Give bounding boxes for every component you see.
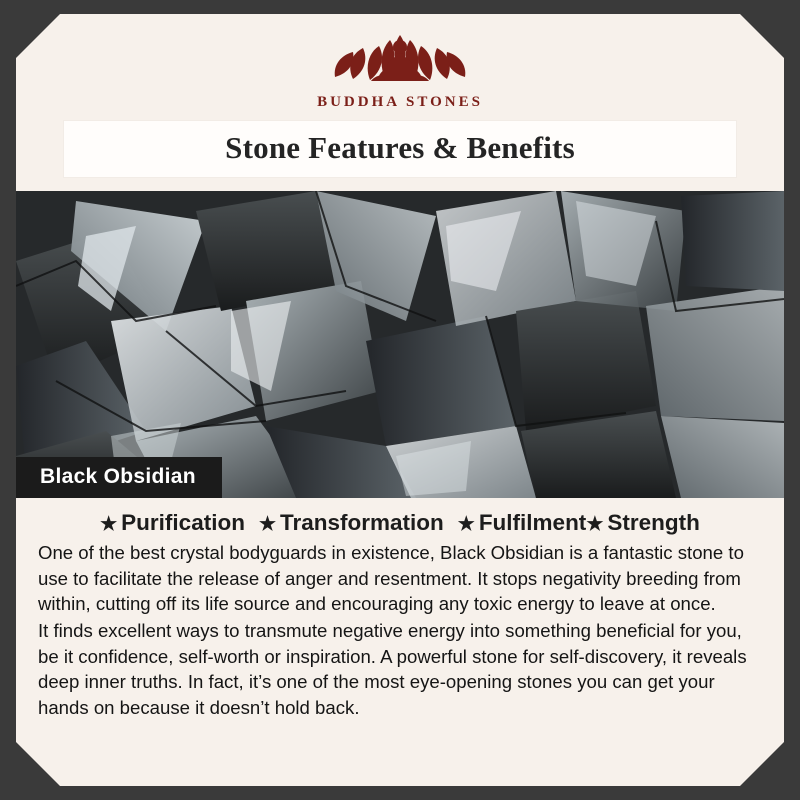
star-icon: ★ [457,514,475,535]
benefit-item [100,510,245,536]
benefit-item [458,510,587,536]
lotus-meditation-icon [16,20,784,92]
corner-accent-bottom-left [15,741,61,787]
page-title: Stone Features & Benefits [225,130,575,165]
benefits-row [16,510,784,536]
benefit-item [586,510,700,536]
paragraph-2: It finds excellent ways to transmute negative energy into something beneficial for you, be it confidence, self-worth or inspiration. A powerful stone for self-discovery, it reveals deep inner truths. In fact, it’s one of the most eye-opening stones you can get your hands on because it doesn’t hold back. [38,619,747,718]
stone-photo-art [16,191,784,498]
benefit-label: Fulfilment [478,510,587,535]
corner-accent-top-left [15,13,61,59]
benefit-label: Strength [607,510,700,535]
benefit-label: Transformation [279,510,444,535]
star-icon: ★ [586,514,604,535]
brand-name: BUDDHA STONES [317,94,483,110]
description-text [16,536,784,721]
title-band [64,121,736,177]
star-icon: ★ [100,514,118,535]
corner-accent-top-right [739,13,785,59]
benefit-label: Purification [121,510,245,535]
corner-accent-bottom-right [739,741,785,787]
star-icon: ★ [258,514,276,535]
stone-name-caption: Black Obsidian [16,457,222,498]
paragraph-1: One of the best crystal bodyguards in existence, Black Obsidian is a fantastic stone to use to facilitate the release of anger and resentment. It stops negativity breeding from within, cutting off its life source and encouraging any toxic energy to leave at once. [38,542,744,615]
benefit-item [259,510,444,536]
stone-photo [16,191,784,498]
brand-header [16,14,784,111]
poster-content [16,14,784,786]
